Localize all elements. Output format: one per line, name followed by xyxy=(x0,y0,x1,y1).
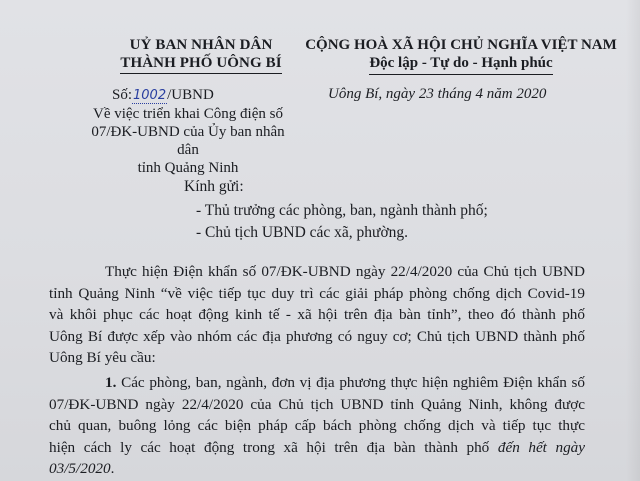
paragraph-line: Uông Bí được xếp vào nhóm các địa phương có nguy cơ; Chủ tịch UBND thành phố xyxy=(49,327,585,345)
issuing-agency xyxy=(86,36,316,74)
document-subject xyxy=(88,105,288,177)
paragraph-line: Uông Bí yêu cầu: xyxy=(49,349,156,366)
paragraph-line xyxy=(49,372,585,394)
paragraph-line: 07/ĐK-UBND ngày 22/4/2020 của Chủ tịch UBND tỉnh Quảng Ninh, không được xyxy=(49,395,585,413)
item-text: . xyxy=(110,460,115,477)
greeting: Kính gửi: xyxy=(184,178,244,195)
agency-line-2: THÀNH PHỐ UÔNG BÍ xyxy=(120,54,281,74)
recipient-item: - Thủ trưởng các phòng, ban, ngành thành phố; xyxy=(196,202,488,219)
item-number: 1. xyxy=(105,374,117,391)
number-prefix: Số: xyxy=(112,87,133,103)
document-number xyxy=(112,87,214,104)
paragraph-line: và khôi phục các hoạt động kinh tế - xã hội trên địa bàn tỉnh”, theo đó thành phố xyxy=(49,306,585,323)
subject-line: Về việc triển khai Công điện số xyxy=(93,106,283,122)
item-1-paragraph xyxy=(49,372,585,480)
paragraph-line: tỉnh Quảng Ninh “về việc tiếp tục duy trì các giải pháp phòng chống dịch Covid-19 xyxy=(49,284,585,302)
paragraph-line xyxy=(49,437,585,459)
deadline-text: đến hết ngày xyxy=(497,438,585,456)
paragraph-line: chủ quan, buông lỏng các biện pháp cấp bách phòng chống dịch và tiếp tục thực xyxy=(49,417,585,434)
agency-line-1: UỶ BAN NHÂN DÂN xyxy=(129,37,273,53)
page-shadow xyxy=(626,0,640,481)
paragraph-line: Thực hiện Điện khẩn số 07/ĐK-UBND ngày 22/4/2020 của Chủ tịch UBND xyxy=(105,263,585,280)
subject-line: 07/ĐK-UBND của Ủy ban nhân dân xyxy=(91,124,285,158)
paragraph-line xyxy=(49,458,585,480)
nation-title: CỘNG HOÀ XÃ HỘI CHỦ NGHĨA VIỆT NAM xyxy=(305,37,617,53)
intro-paragraph xyxy=(49,261,585,369)
document-date: Uông Bí, ngày 23 tháng 4 năm 2020 xyxy=(328,86,547,102)
national-motto: Độc lập - Tự do - Hạnh phúc xyxy=(369,54,552,75)
item-text: hiện cách ly các hoạt động trong xã hội trên địa bàn thành phố xyxy=(49,438,490,456)
number-suffix: /UBND xyxy=(167,87,214,103)
recipient-item: - Chủ tịch UBND các xã, phường. xyxy=(196,224,409,241)
deadline-date: 03/5/2020 xyxy=(49,460,111,477)
subject-line: tỉnh Quảng Ninh xyxy=(137,160,239,176)
national-header xyxy=(300,36,622,75)
item-text: Các phòng, ban, ngành, đơn vị địa phương thực hiện nghiêm Điện khẩn số xyxy=(121,374,586,391)
handwritten-number: 1002 xyxy=(133,88,167,103)
